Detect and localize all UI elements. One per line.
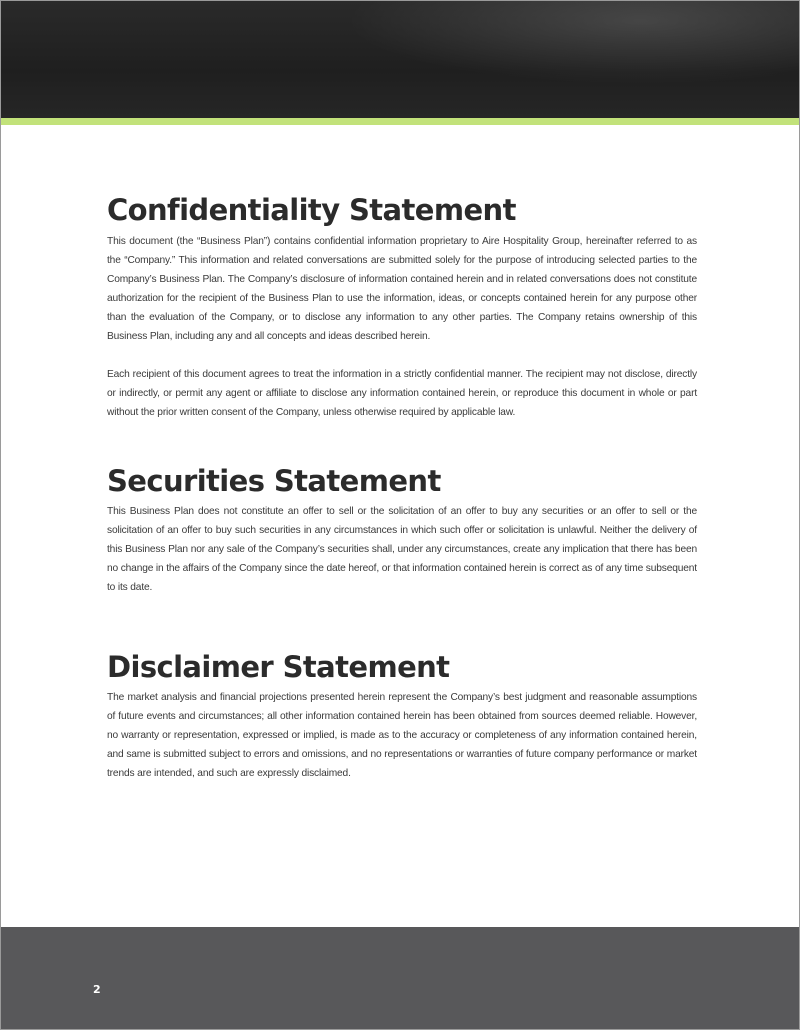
confidentiality-paragraph-1: This document (the “Business Plan”) contains confidential information proprietary to Aire Hospitality Group, hereinafter referred to as the “Company.” This information and related conversations are submitted solely for the purpose of introducing selected parties to the Company’s Business Plan. The Company’s disclosure of information contained herein and in related conversations does not constitute authorization for the recipient of the Business Plan to use the information, ideas, or concepts contained herein for any purpose other than the evaluation of the Company, or to disclose any information to any other parties. The Company retains ownership of this Business Plan, including any and all concepts and ideas described herein.	[107, 236, 697, 342]
page-content	[107, 191, 697, 783]
disclaimer-heading: Disclaimer Statement	[107, 650, 450, 684]
securities-paragraph: This Business Plan does not constitute an offer to sell or the solicitation of an offer to buy any securities or an offer to sell or the solicitation of an offer to buy such securities in any circumstances in which such offer or solicitation is unlawful. Neither the delivery of this Business Plan nor any sale of the Company’s securities shall, under any circumstances, create any implication that there has been no change in the affairs of the Company since the date hereof, or that information contained herein is correct as of any time subsequent to its date.	[107, 506, 697, 593]
footer-band	[1, 927, 799, 1029]
confidentiality-section	[107, 191, 697, 422]
confidentiality-paragraph-2: Each recipient of this document agrees to treat the information in a strictly confidential manner. The recipient may not disclose, directly or indirectly, or permit any agent or affiliate to disclose any information contained herein, or reproduce this document in whole or part without the prior written consent of the Company, unless otherwise required by applicable law.	[107, 369, 697, 418]
securities-heading: Securities Statement	[107, 464, 441, 498]
page-number: 2	[93, 983, 101, 996]
header-banner	[1, 1, 799, 118]
securities-section	[107, 462, 697, 597]
disclaimer-section	[107, 648, 697, 783]
disclaimer-paragraph: The market analysis and financial projections presented herein represent the Company’s best judgment and reasonable assumptions of future events and circumstances; all other information contained herein has been obtained from sources deemed reliable. However, no warranty or representation, expressed or implied, is made as to the accuracy or completeness of any information contained herein, and same is submitted subject to errors and omissions, and no representations or warranties of future company performance or market trends are intended, and such are expressly disclaimed.	[107, 692, 697, 779]
accent-stripe	[1, 118, 799, 125]
confidentiality-heading: Confidentiality Statement	[107, 193, 516, 227]
